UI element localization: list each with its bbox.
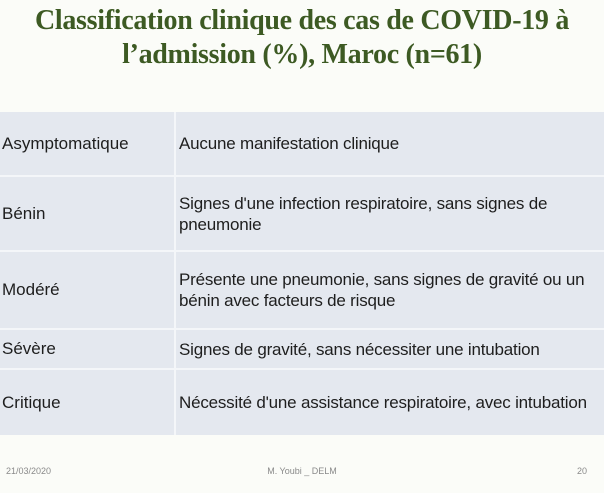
row-description: Nécessité d'une assistance respiratoire, avec intubation (179, 393, 587, 412)
row-description: Signes de gravité, sans nécessiter une intubation (179, 339, 540, 359)
footer-page-number: 20 (576, 466, 587, 476)
row-label: Asymptomatique (0, 112, 176, 175)
row-label: Critique (0, 370, 176, 435)
row-label: Sévère (0, 330, 176, 368)
row-description: Signes d'une infection respiratoire, sans signes de pneumonie (179, 193, 548, 234)
footer-date: 21/03/2020 (6, 466, 52, 476)
table-row (0, 177, 604, 252)
row-label: Modéré (0, 252, 176, 328)
table-row (0, 252, 604, 330)
title-line-2: l’admission (%), Maroc (n=61) (122, 39, 482, 70)
row-description: Présente une pneumonie, sans signes de gravité ou un bénin avec facteurs de risque (179, 270, 585, 310)
classification-table (0, 112, 604, 435)
table-row (0, 370, 604, 435)
row-label: Bénin (0, 177, 176, 250)
title-line-1: Classification clinique des cas de COVID-19 à (34, 5, 570, 36)
table-row (0, 330, 604, 370)
slide-title (0, 4, 604, 72)
table-row (0, 112, 604, 177)
footer-author: M. Youbi _ DELM (267, 466, 337, 476)
row-description: Aucune manifestation clinique (179, 134, 400, 153)
